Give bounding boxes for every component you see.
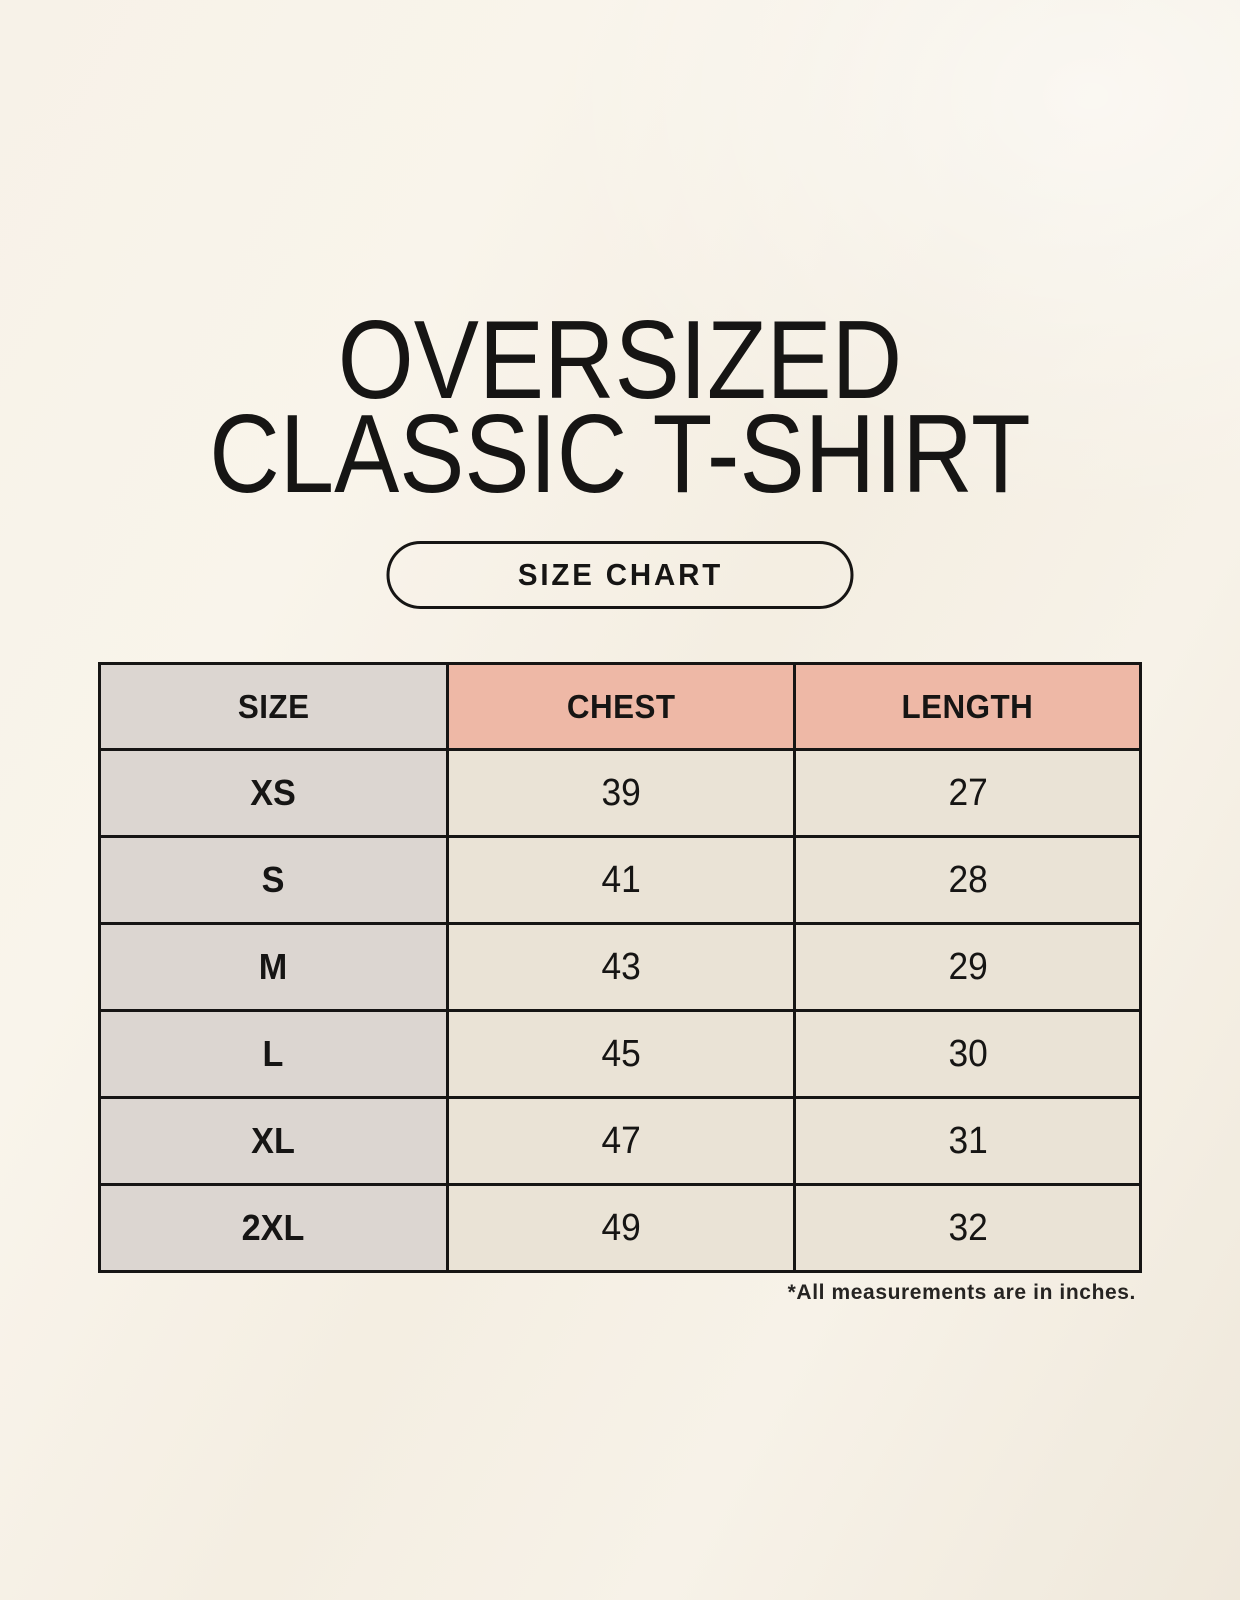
table-row-xs	[100, 750, 1141, 837]
column-header-chest-label: CHEST	[566, 687, 676, 725]
measurements-footnote: *All measurements are in inches.	[787, 1281, 1136, 1304]
size-value: XS	[250, 772, 297, 813]
column-header-chest	[447, 664, 795, 750]
table-row-s	[100, 837, 1141, 924]
chest-cell	[447, 924, 795, 1011]
length-value: 30	[948, 1032, 988, 1075]
column-header-length	[795, 664, 1141, 750]
chest-value: 47	[601, 1119, 641, 1162]
size-value: XL	[251, 1120, 296, 1161]
size-cell	[100, 1011, 448, 1098]
size-chart-table	[98, 662, 1142, 1273]
length-value: 29	[948, 945, 988, 988]
size-cell	[100, 924, 448, 1011]
size-chart-button-label: SIZE CHART	[517, 557, 723, 592]
size-cell	[100, 1098, 448, 1185]
page-title	[0, 298, 1240, 516]
size-cell	[100, 837, 448, 924]
length-value: 31	[948, 1119, 988, 1162]
length-cell	[795, 750, 1141, 837]
table-row-xl	[100, 1098, 1141, 1185]
chest-value: 39	[601, 771, 641, 814]
table-row-2xl	[100, 1185, 1141, 1272]
size-value: M	[259, 946, 288, 987]
length-value: 27	[948, 771, 988, 814]
title-line-2: CLASSIC T-SHIRT	[209, 392, 1031, 516]
chest-value: 49	[601, 1206, 641, 1249]
chest-cell	[447, 750, 795, 837]
length-value: 28	[948, 858, 988, 901]
column-header-size-label: SIZE	[237, 687, 310, 725]
chest-cell	[447, 1185, 795, 1272]
length-cell	[795, 837, 1141, 924]
table-row-m	[100, 924, 1141, 1011]
table-row-l	[100, 1011, 1141, 1098]
chest-value: 45	[601, 1032, 641, 1075]
length-cell	[795, 1011, 1141, 1098]
table-header-row	[100, 664, 1141, 750]
chest-value: 43	[601, 945, 641, 988]
size-value: S	[261, 859, 285, 900]
chest-cell	[447, 1011, 795, 1098]
column-header-length-label: LENGTH	[901, 687, 1034, 725]
length-value: 32	[948, 1206, 988, 1249]
length-cell	[795, 1185, 1141, 1272]
length-cell	[795, 924, 1141, 1011]
chest-cell	[447, 1098, 795, 1185]
column-header-size	[100, 664, 448, 750]
size-chart-button[interactable]	[387, 541, 854, 609]
chest-value: 41	[601, 858, 641, 901]
chest-cell	[447, 837, 795, 924]
size-value: L	[262, 1033, 284, 1074]
size-cell	[100, 1185, 448, 1272]
title-line-1: OVERSIZED	[337, 298, 903, 422]
size-cell	[100, 750, 448, 837]
size-value: 2XL	[241, 1207, 305, 1248]
length-cell	[795, 1098, 1141, 1185]
